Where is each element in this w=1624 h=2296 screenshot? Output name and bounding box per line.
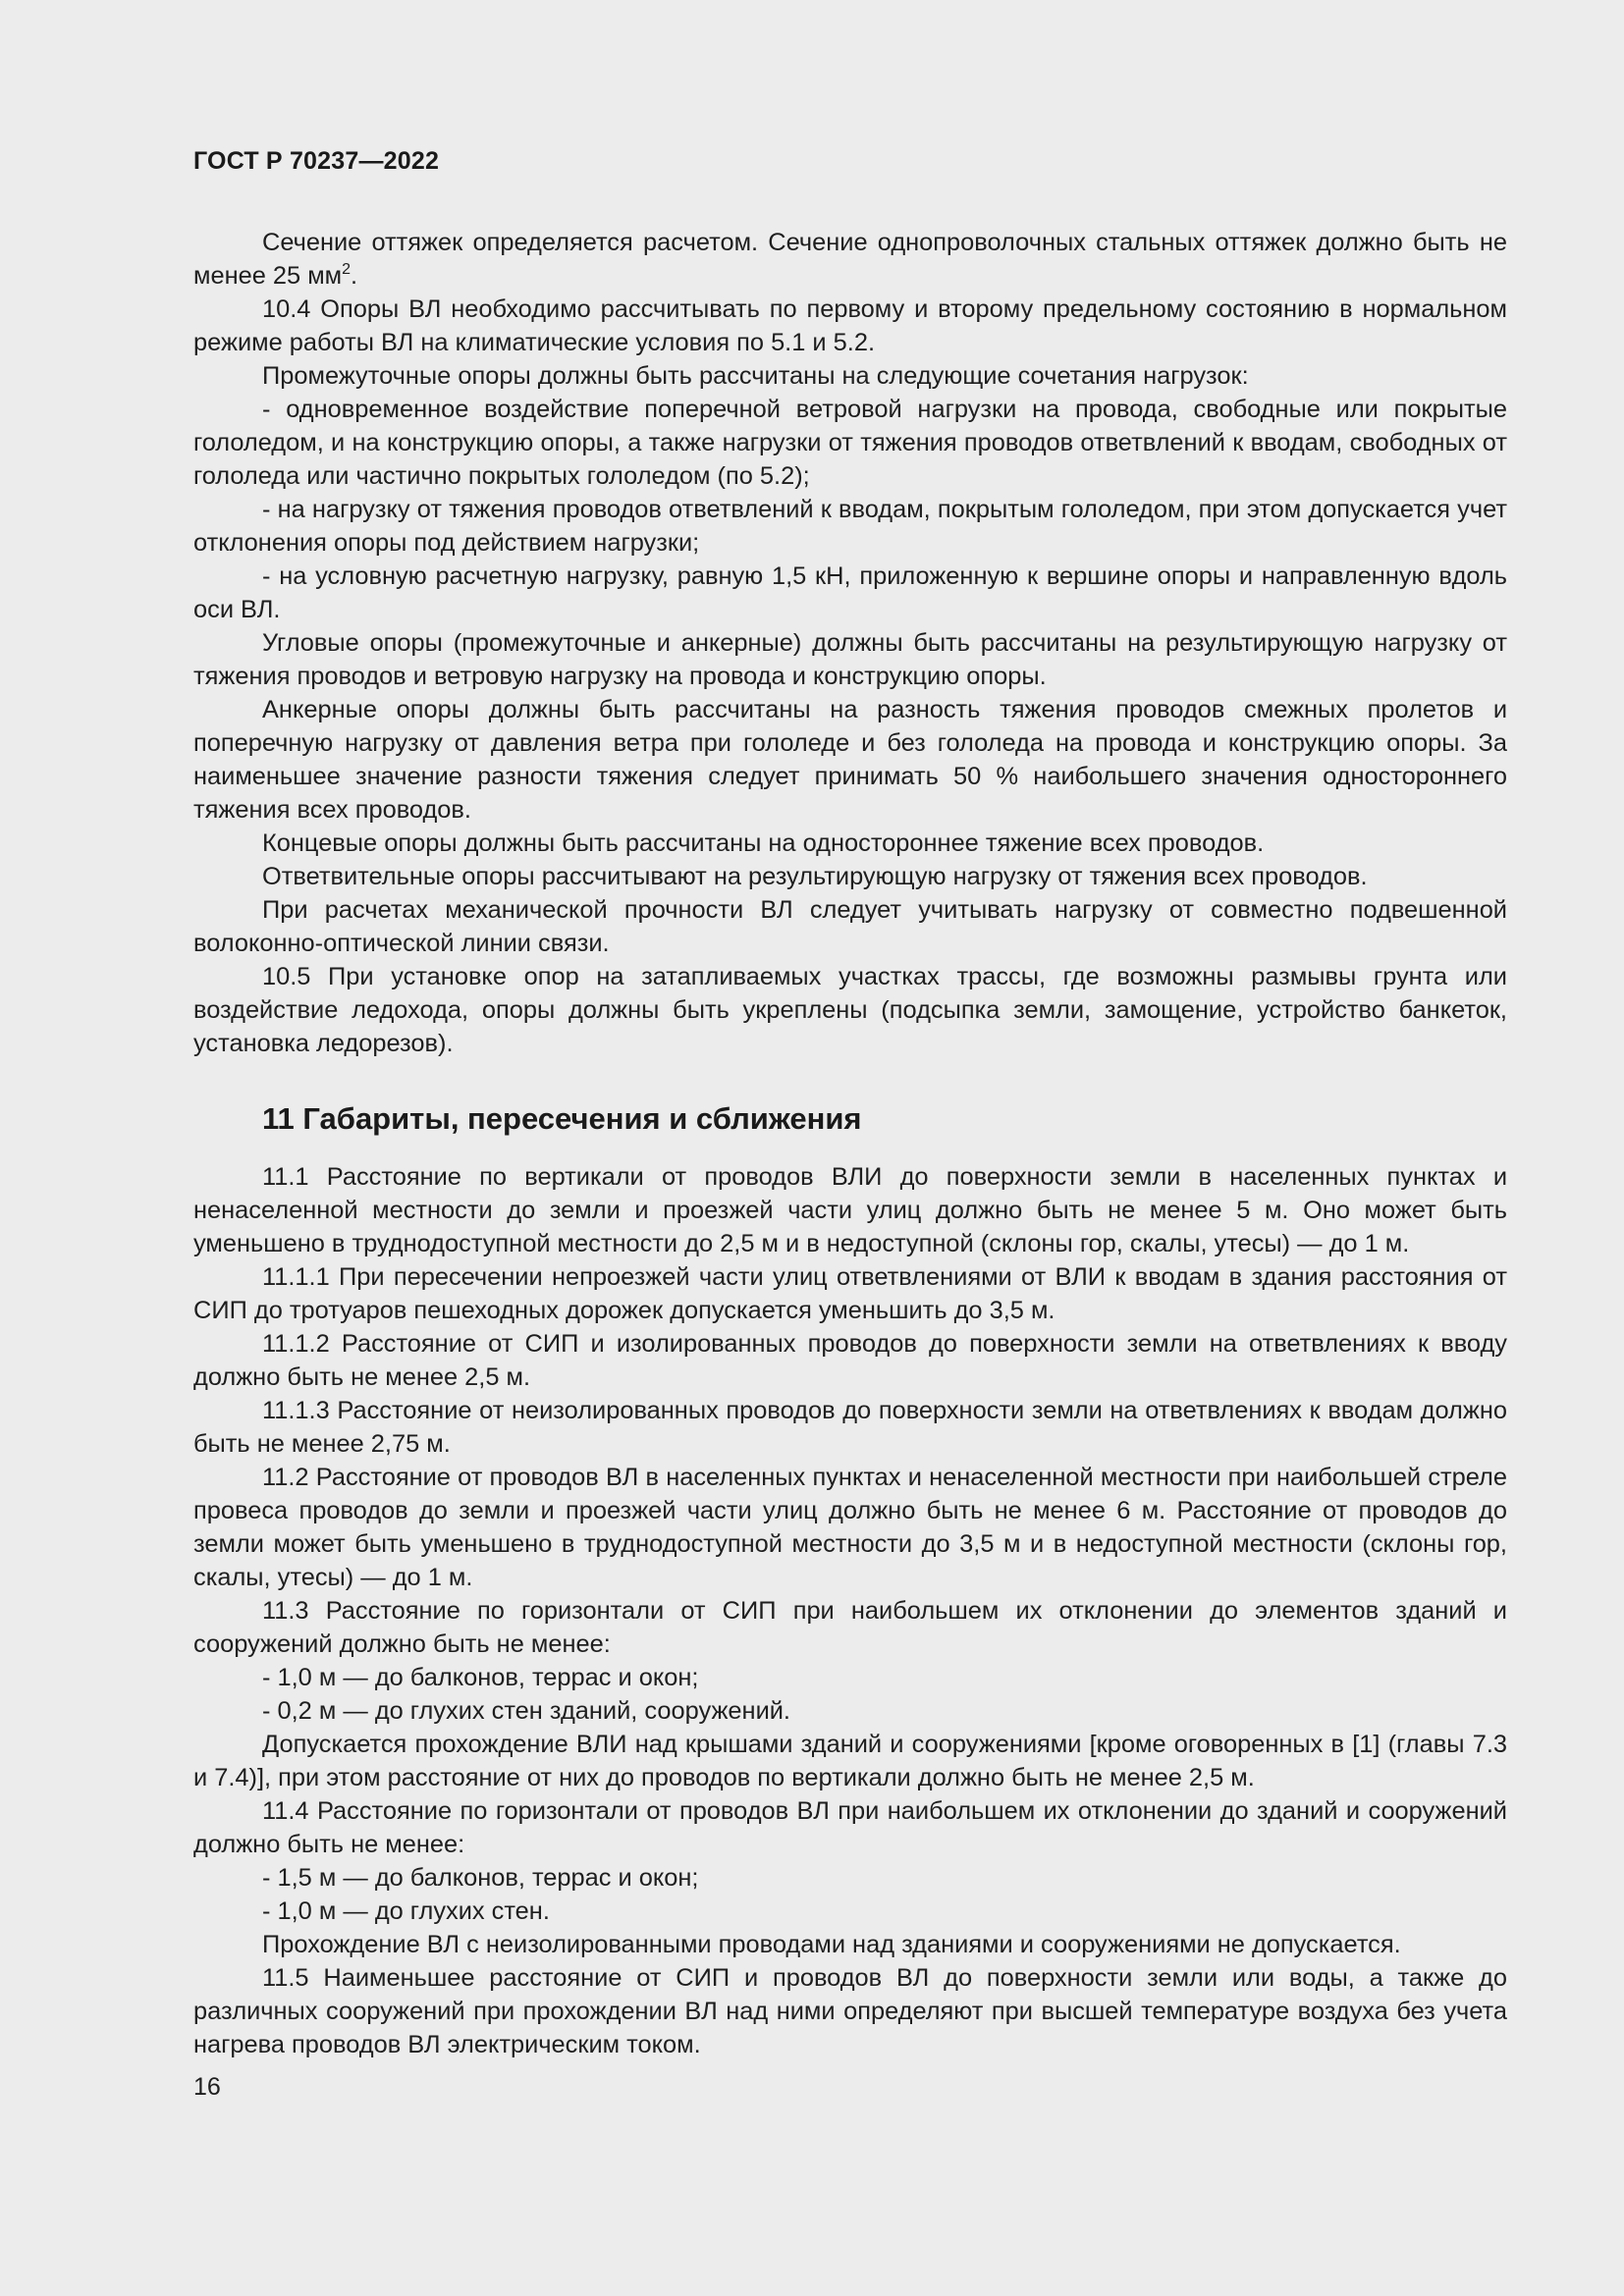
paragraph-intermediate-supports: Промежуточные опоры должны быть рассчитаны на следующие сочетания нагрузок: bbox=[262, 362, 1249, 390]
paragraph-guy-wire-section bbox=[193, 226, 1507, 293]
paragraph-branch-supports: Ответвительные опоры рассчитывают на результирующую нагрузку от тяжения всех проводов. bbox=[262, 863, 1368, 890]
paragraph-end-supports: Концевые опоры должны быть рассчитаны на одностороннее тяжение всех проводов. bbox=[262, 829, 1265, 857]
paragraph-11-5: 11.5 Наименьшее расстояние от СИП и проводов ВЛ до поверхности земли или воды, а также до различных сооружений при прохождении ВЛ над ними определяют при высшей температуре воздуха без учета нагрева проводов ВЛ электрическим током. bbox=[193, 1964, 1507, 2058]
list-item-blank-walls: - 0,2 м — до глухих стен зданий, сооружений. bbox=[262, 1697, 790, 1725]
document-body bbox=[193, 226, 1507, 2061]
section-heading-11: 11 Габариты, пересечения и сближения bbox=[262, 1101, 862, 1136]
paragraph-anchor-supports: Анкерные опоры должны быть рассчитаны на разность тяжения проводов смежных пролетов и поперечную нагрузку от давления ветра при гололеде и без гололеда на провода и конструкцию опоры. За наименьшее значение разности тяжения следует принимать 50 % наибольшего значения одностороннего тяжения всех проводов. bbox=[193, 696, 1507, 824]
paragraph-11-1-1: 11.1.1 При пересечении непроезжей части улиц ответвлениями от ВЛИ к вводам в здания расстояния от СИП до тротуаров пешеходных дорожек допускается уменьшить до 3,5 м. bbox=[193, 1263, 1507, 1324]
list-item-blank-walls-vl: - 1,0 м — до глухих стен. bbox=[262, 1897, 550, 1925]
paragraph-10-5: 10.5 При установке опор на затапливаемых участках трассы, где возможны размывы грунта или воздействие ледохода, опоры должны быть укреплены (подсыпка земли, замощение, устройство банкеток, установка ледорезов). bbox=[193, 963, 1507, 1057]
paragraph-11-1-2: 11.1.2 Расстояние от СИП и изолированных проводов до поверхности земли на ответвлениях к вводу должно быть не менее 2,5 м. bbox=[193, 1330, 1507, 1391]
page-number: 16 bbox=[193, 2073, 221, 2101]
paragraph-11-1: 11.1 Расстояние по вертикали от проводов ВЛИ до поверхности земли в населенных пунктах и ненаселенной местности до земли и проезжей части улиц должно быть не менее 5 м. Оно может быть уменьшено в труднодоступной местности до 2,5 м и в недоступной (склоны гор, скалы, утесы) — до 1 м. bbox=[193, 1163, 1507, 1257]
paragraph-11-3: 11.3 Расстояние по горизонтали от СИП при наибольшем их отклонении до элементов зданий и сооружений должно быть не менее: bbox=[193, 1597, 1507, 1658]
list-item-load-combination-3: - на условную расчетную нагрузку, равную 1,5 кН, приложенную к вершине опоры и направленную вдоль оси ВЛ. bbox=[193, 562, 1507, 623]
list-item-load-combination-1: - одновременное воздействие поперечной ветровой нагрузки на провода, свободные или покрытые гололедом, и на конструкцию опоры, а также нагрузки от тяжения проводов ответвлений к вводам, свободных от гололеда или частично покрытых гололедом (по 5.2); bbox=[193, 396, 1507, 490]
paragraph-angle-supports: Угловые опоры (промежуточные и анкерные) должны быть рассчитаны на результирующую нагрузку от тяжения проводов и ветровую нагрузку на провода и конструкцию опоры. bbox=[193, 629, 1507, 690]
paragraph-10-4: 10.4 Опоры ВЛ необходимо рассчитывать по первому и второму предельному состоянию в нормальном режиме работы ВЛ на климатические условия по 5.1 и 5.2. bbox=[193, 295, 1507, 356]
paragraph-end: . bbox=[351, 262, 358, 290]
list-item-balconies: - 1,0 м — до балконов, террас и окон; bbox=[262, 1664, 699, 1691]
paragraph-roof-passage: Допускается прохождение ВЛИ над крышами зданий и сооружениями [кроме оговоренных в [1] (главы 7.3 и 7.4)], при этом расстояние от них до проводов по вертикали должно быть не менее 2,5 м. bbox=[193, 1731, 1507, 1791]
paragraph-no-passage: Прохождение ВЛ с неизолированными проводами над зданиями и сооружениями не допускается. bbox=[262, 1931, 1401, 1958]
list-item-balconies-vl: - 1,5 м — до балконов, террас и окон; bbox=[262, 1864, 699, 1892]
superscript: 2 bbox=[342, 261, 352, 278]
list-item-load-combination-2: - на нагрузку от тяжения проводов ответвлений к вводам, покрытым гололедом, при этом допускается учет отклонения опоры под действием нагрузки; bbox=[193, 496, 1507, 557]
document-code-header: ГОСТ Р 70237—2022 bbox=[193, 147, 440, 175]
paragraph-11-2: 11.2 Расстояние от проводов ВЛ в населенных пунктах и ненаселенной местности при наибольшей стреле провеса проводов до земли и проезжей части улиц должно быть не менее 6 м. Расстояние от проводов до земли может быть уменьшено в труднодоступной местности до 3,5 м и в недоступной местности (склоны гор, скалы, утесы) — до 1 м. bbox=[193, 1464, 1507, 1591]
paragraph-fiber-optic-load: При расчетах механической прочности ВЛ следует учитывать нагрузку от совместно подвешенной волоконно-оптической линии связи. bbox=[193, 896, 1507, 957]
paragraph-11-4: 11.4 Расстояние по горизонтали от проводов ВЛ при наибольшем их отклонении до зданий и сооружений должно быть не менее: bbox=[193, 1797, 1507, 1858]
paragraph-text: Сечение оттяжек определяется расчетом. Сечение однопроволочных стальных оттяжек должно быть не менее 25 мм bbox=[193, 229, 1507, 290]
paragraph-11-1-3: 11.1.3 Расстояние от неизолированных проводов до поверхности земли на ответвлениях к вводам должно быть не менее 2,75 м. bbox=[193, 1397, 1507, 1458]
